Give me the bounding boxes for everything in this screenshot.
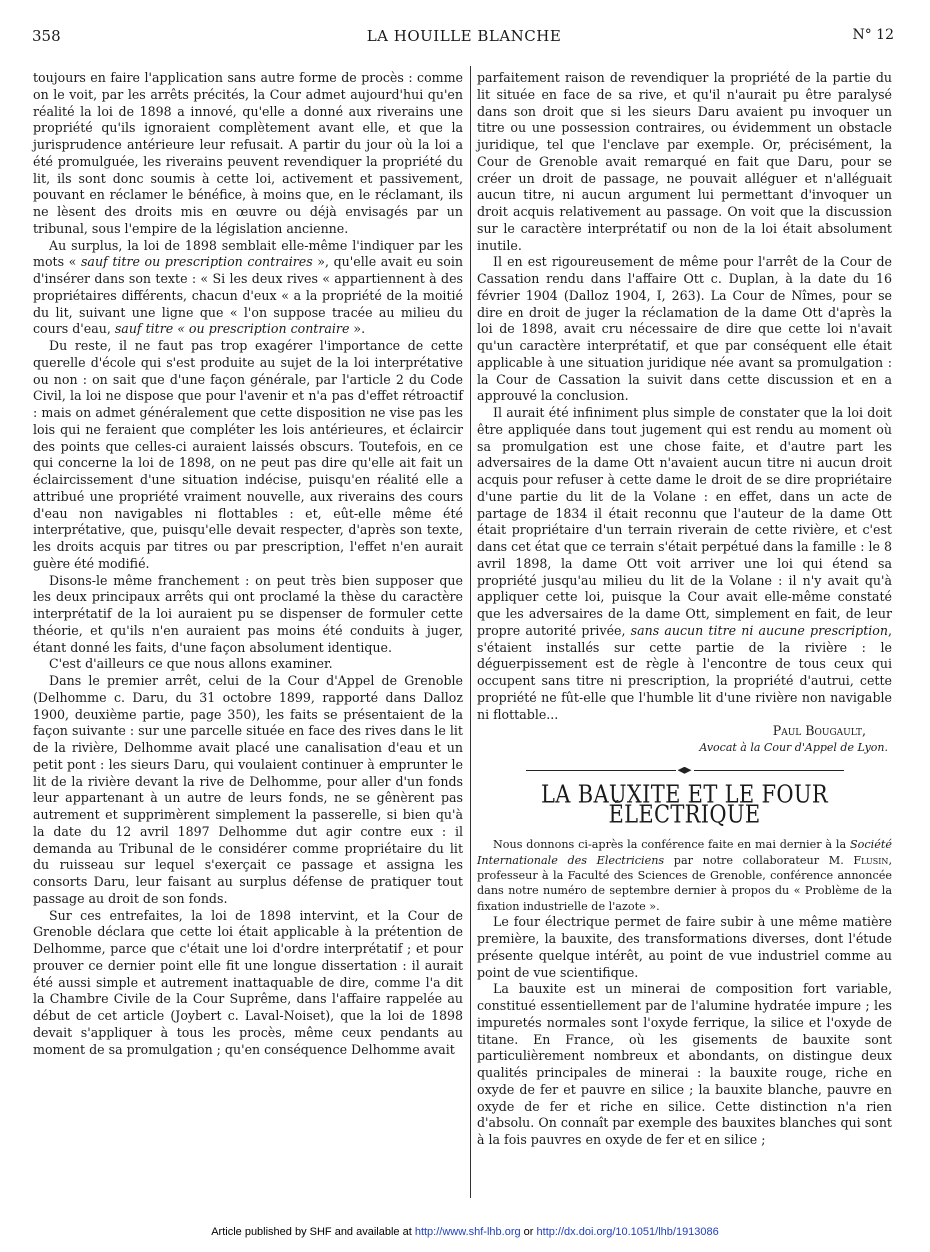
author-signature: Paul Bougault, <box>772 723 866 739</box>
paragraph: C'est d'ailleurs ce que nous allons examiner. <box>49 656 333 672</box>
right-column <box>477 70 892 1149</box>
column-divider <box>470 66 471 1198</box>
shf-link[interactable]: http://www.shf-lhb.org <box>414 1226 521 1238</box>
paragraph: Dans le premier arrêt, celui de la Cour d'Appel de Grenoble (Delhomme c. Daru, du 31 octobre 1899, rapporté dans Dalloz 1900, deuxième partie, page 350), les faits se présentaient de la façon suivante : sur une parcelle située en face des rives dans le lit de la rivière, Delhomme avait placé une canalisation d'eau et un petit pont : les sieurs Daru, qui voulaient continuer à emprunter le lit de la rivière devant la rive de Delhomme, pour aller d'un fonds leur appartenant à un autre de leurs fonds, ne se gênèrent pas autrement et supprimèrent simplement la passerelle, si bien qu'à la date du 12 avril 1897 Delhomme dut agir contre eux : il demanda au Tribunal de le considérer comme propriétaire du lit du ruisseau sur lequel s'exerçait ce passage et assigna les consorts Daru, leur faisant au surplus défense de pratiquer tout passage au droit de son fonds. <box>33 673 463 906</box>
paragraph: La bauxite est un minerai de composition fort variable, constitué essentiellement par de l'alumine hydratée impure ; les impuretés normales sont l'oxyde ferrique, la silice et l'oxyde de titane. En France, où les gisements de bauxite sont particulièrement nombreux et abondants, on distingue deux qualités principales de minerai : la bauxite rouge, riche en oxyde de fer et pauvre en silice ; la bauxite blanche, pauvre en oxyde de fer et riche en silice. Cette distinction n'a rien d'absolu. On connaît par exemple des bauxites blanches qui sont à la fois pauvres en oxyde de fer et en silice ; <box>477 981 892 1148</box>
paragraph: Sur ces entrefaites, la loi de 1898 intervint, et la Cour de Grenoble déclara que cette loi était applicable à la prétention de Delhomme, parce que c'était une loi d'ordre interprétatif ; et pour prouver ce dernier point elle fit une longue dissertation : il aurait été aussi simple et autrement inattaquable de dire, comme l'a dit la Chambre Civile de la Cour Suprême, dans l'affaire rappelée au début de cet article (Joybert c. Laval-Noiset), que la loi de 1898 devait s'appliquer à tous les procès, même ceux pendants au moment de sa promulgation ; qu'en conséquence Delhomme avait <box>33 907 463 1057</box>
paragraph: Il en est rigoureusement de même pour l'arrêt de la Cour de Cassation rendu dans l'affaire Ott c. Duplan, à la date du 16 février 1904 (Dalloz 1904, I, 263). La Cour de Nîmes, pour se dire en droit de juger la réclamation de la dame Ott d'après la loi de 1898, avait cru nécessaire de dire que cette loi n'avait qu'un caractère interprétatif, et que par conséquent elle était applicable à une situation juridique née avant sa promulgation : la Cour de Cassation la suivit dans cette discussion et en a approuvé la conclusion. <box>477 254 892 404</box>
paragraph: toujours en faire l'application sans autre forme de procès : comme on le voit, par les arrêts précités, la Cour admet aujourd'hui qu'en réalité la loi de 1898 a innové, qu'elle a donné aux riverains une propriété qu'ils ignoraient complètement avant elle, et que la jurisprudence antérieure leur refusait. A partir du jour où la loi a été promulguée, les riverains peuvent revendiquer la propriété du lit, ils sont donc soumis à cette loi, activement et passivement, pouvant en réclamer le bénéfice, à moins que, en le réclamant, ils ne lèsent des droits mis en œuvre ou déjà envisagés par un tribunal, sous l'empire de la législation ancienne. <box>33 70 463 236</box>
author-role: Avocat à la Cour d'Appel de Lyon. <box>699 741 888 754</box>
publication-footer: Article published by SHF and available at http://www.shf-lhb.org or http://dx.doi.org/10.1051/lhb/1913086 <box>211 1226 719 1238</box>
issue-number: N° 12 <box>852 27 894 43</box>
page-header <box>30 27 898 49</box>
article-title: LA BAUXITE ET LE FOUR ÉLECTRIQUE <box>541 780 828 828</box>
section-ornament <box>477 767 892 774</box>
journal-title: LA HOUILLE BLANCHE <box>366 27 562 45</box>
doi-link[interactable]: http://dx.doi.org/10.1051/lhb/1913086 <box>536 1226 719 1238</box>
left-column <box>33 70 463 1058</box>
article-intro: Nous donnons ci-après la conférence faite en mai dernier à la Société Internationale des Electriciens par notre collaborateur M. Flusin, professeur à la Faculté des Sciences de Grenoble, conférence annoncée dans notre numéro de septembre dernier à propos du « Problème de la fixation industrielle de l'azote ». <box>477 838 892 913</box>
paragraph: Au surplus, la loi de 1898 semblait elle-même l'indiquer par les mots « sauf titre ou prescription contraires », qu'elle avait eu soin d'insérer dans son texte : « Si les deux rives « appartiennent à des propriétaires différents, chacun d'eux « a la propriété de la moitié du lit, suivant une ligne que « l'on suppose tracée au milieu du cours d'eau, sauf titre « ou prescription contraire ». <box>33 237 463 337</box>
paragraph: Le four électrique permet de faire subir à une même matière première, la bauxite, des transformations diverses, dont l'étude présente quelque intérêt, au point de vue industriel comme au point de vue scientifique. <box>477 914 892 980</box>
paragraph: Du reste, il ne faut pas trop exagérer l'importance de cette querelle d'école qui s'est produite au sujet de la loi interprétative ou non : on sait que d'une façon générale, par l'article 2 du Code Civil, la loi ne dispose que pour l'avenir et n'a pas d'effet rétroactif : mais on admet généralement que cette disposition ne vise pas les lois qui ne feraient que compléter les lois antérieures, et éclaircir des points que celles-ci auraient laissés obscurs. Toutefois, en ce qui concerne la loi de 1898, on ne peut pas dire qu'elle ait fait un éclaircissement d'une situation indécise, puisqu'en réalité elle a attribué une propriété vraiment nouvelle, aux riverains des cours d'eau non navigables ni flottables : et, eût-elle même été interprétative, que, puisqu'elle devait respecter, d'après son texte, les droits acquis par titres ou par prescription, l'effet n'en aurait guère été modifié. <box>33 338 463 571</box>
paragraph: parfaitement raison de revendiquer la propriété de la partie du lit située en face de sa rive, et qu'il n'aurait pu être paralysé dans son droit que si les sieurs Daru avaient pu invoquer un titre ou une possession contraires, ou évidemment un obstacle juridique, tel que l'enclave par exemple. Or, précisément, la Cour de Grenoble avait remarqué en fait que Daru, pour se créer un droit de passage, ne pouvait alléguer et n'alléguait aucun titre, ni aucun argument lui permettant d'invoquer un droit acquis relativement au passage. On voit que la discussion sur le caractère interprétatif ou non de la loi était absolument inutile. <box>477 70 892 253</box>
paragraph: Il aurait été infiniment plus simple de constater que la loi doit être appliquée dans tout jugement qui est rendu au moment où sa promulgation est une chose faite, et d'autre part les adversaires de la dame Ott n'avaient aucun titre ni aucun droit acquis pour refuser à cette dame le droit de se dire propriétaire d'une partie du lit de la Volane : en effet, dans un acte de partage de 1834 il était reconnu que l'auteur de la dame Ott était propriétaire d'un terrain riverain de cette rivière, et c'est dans cet état que ce terrain s'était perpétué dans la famille : le 8 avril 1898, la dame Ott voit arriver une loi qui étend sa propriété jusqu'au milieu du lit de la Volane : il n'y avait qu'à appliquer cette loi, puisque la Cour avait elle-même constaté que les adversaires de la dame Ott, simplement en fait, de leur propre autorité privée, sans aucun titre ni aucune prescription, s'étaient installés sur cette partie de la rivière : le déguerpissement est de règle à l'encontre de tous ceux qui occupent sans titre ni prescription, la propriété d'autrui, cette propriété ne fût-elle que l'humble lit d'une rivière non navigable ni flottable... <box>477 405 892 722</box>
paragraph: Disons-le même franchement : on peut très bien supposer que les deux principaux arrêts qui ont proclamé la thèse du caractère interprétatif de la loi auraient pu se dispenser de formuler cette théorie, et qu'ils n'en auraient pas moins été conduits à juger, étant donné les faits, d'une façon absolument identique. <box>33 572 463 655</box>
page-number: 358 <box>32 27 61 45</box>
